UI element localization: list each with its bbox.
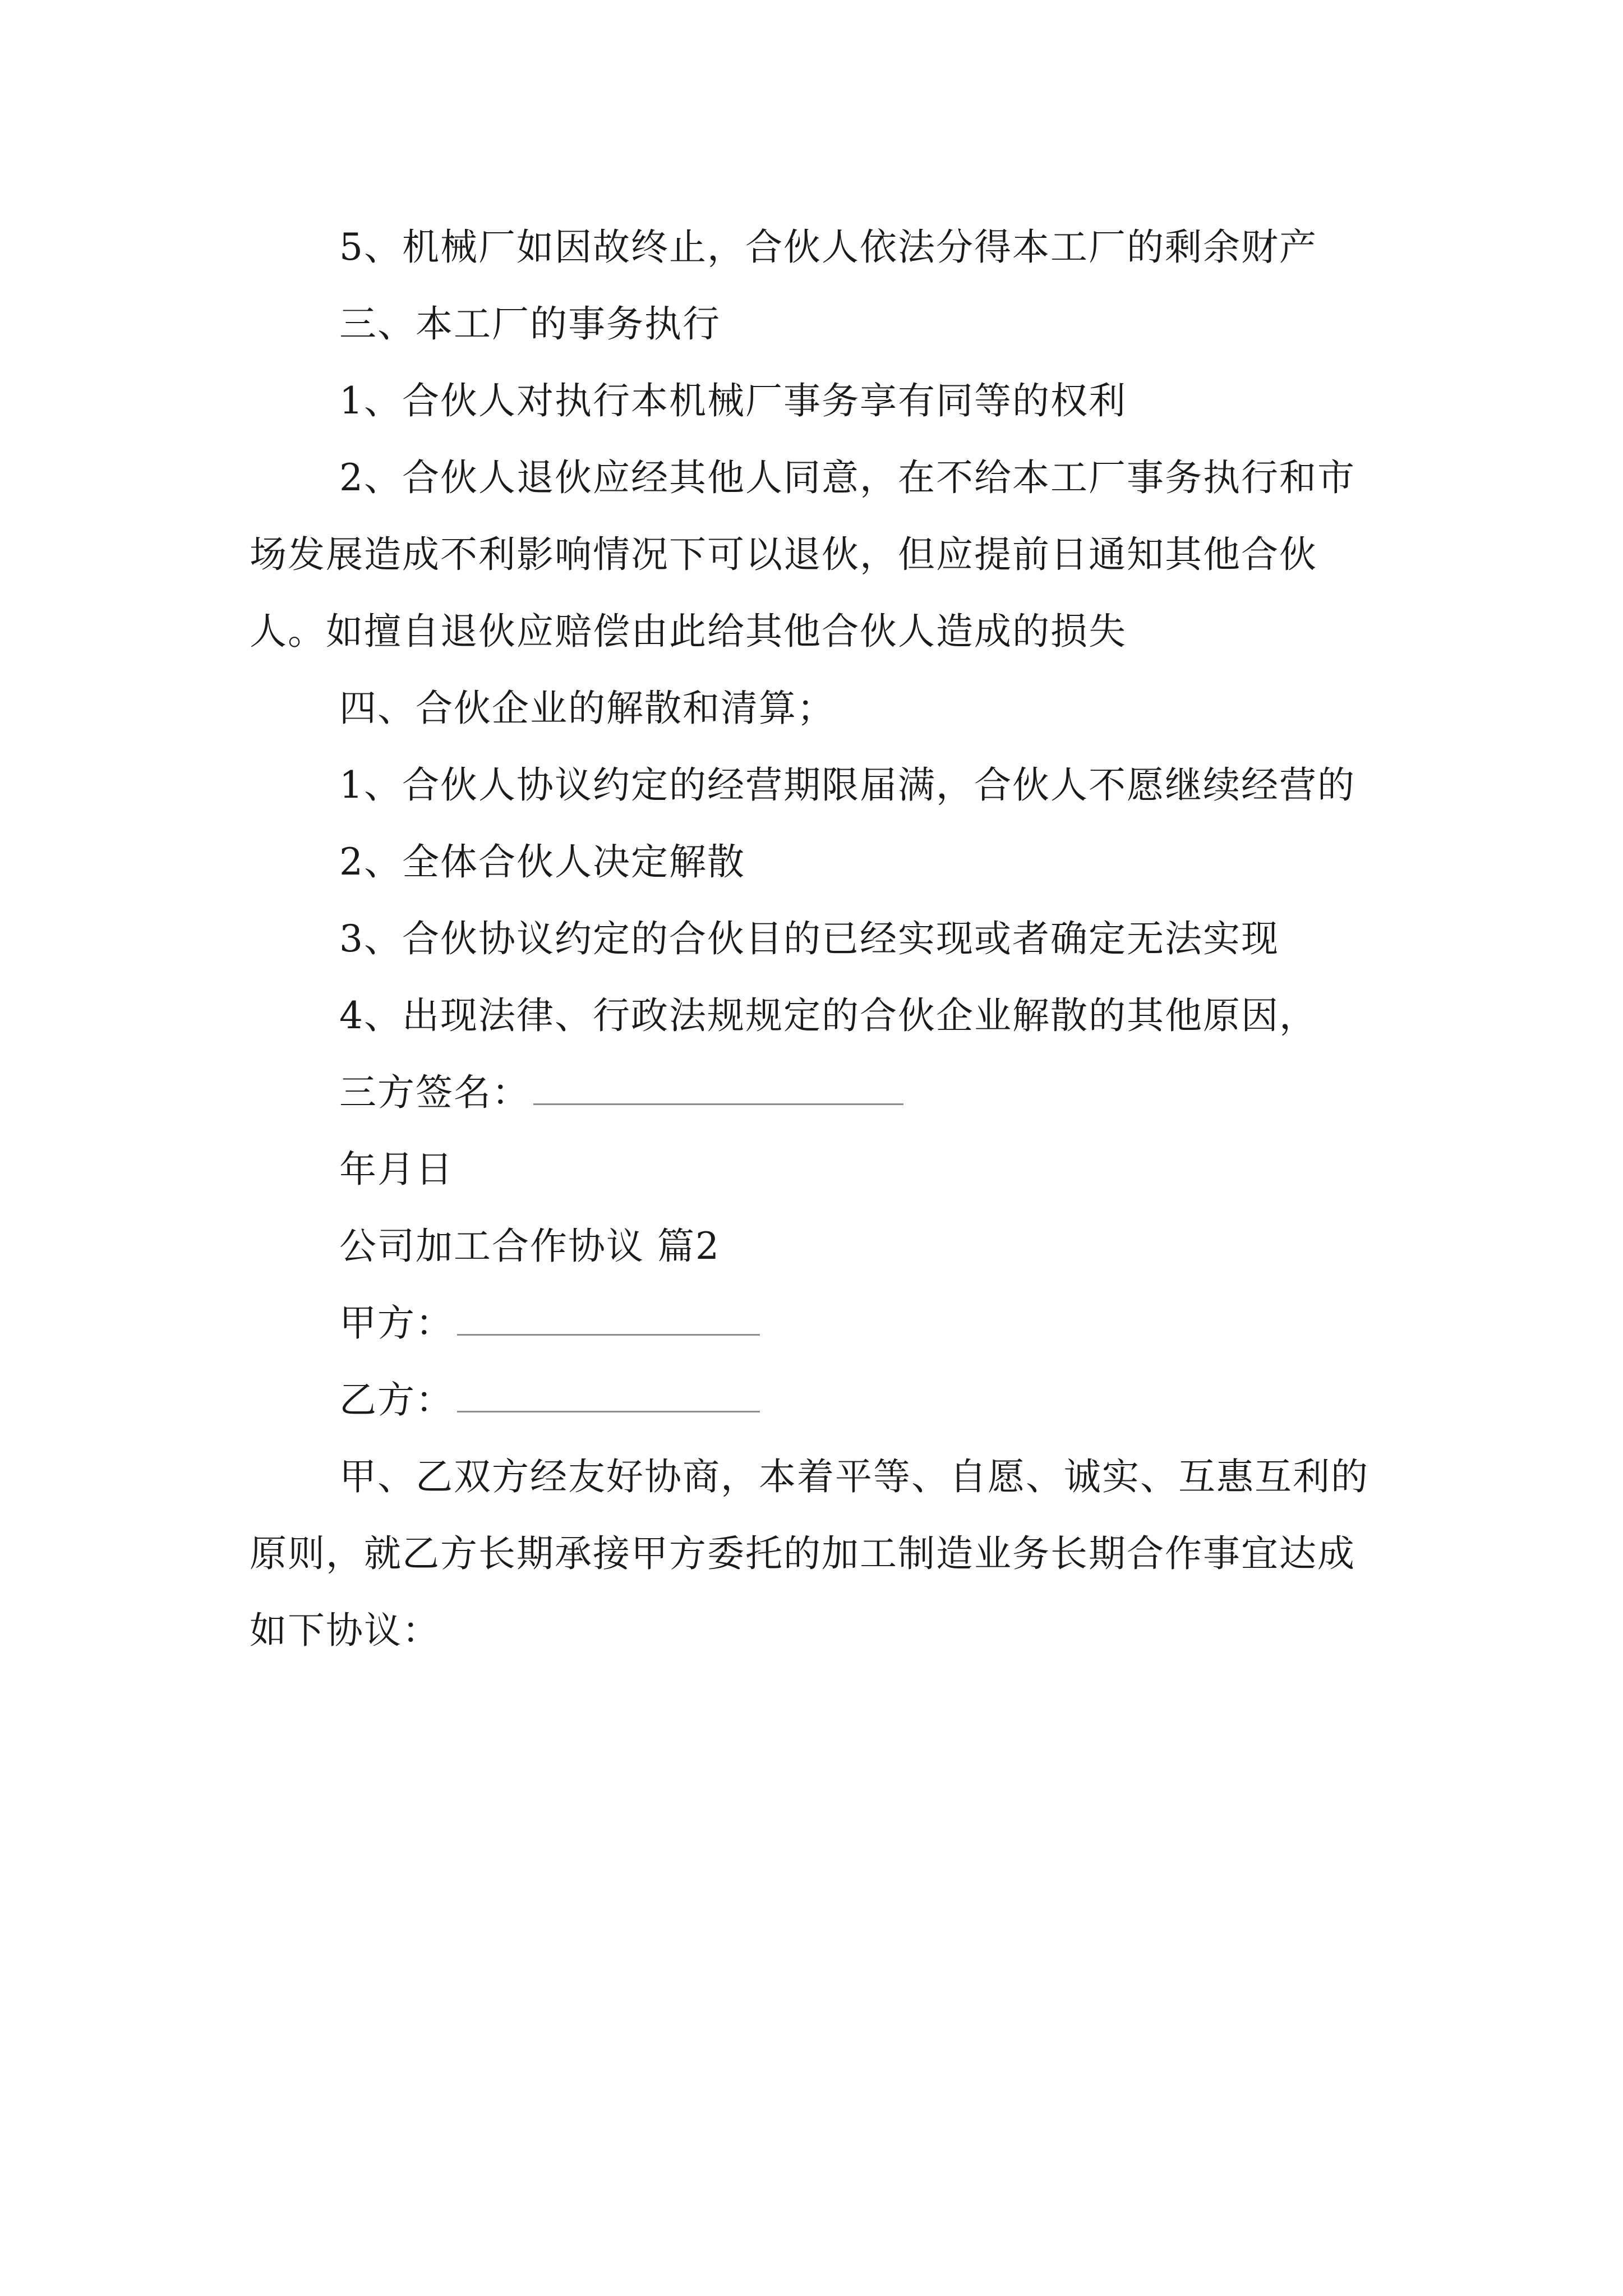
heading-affairs-execution: 三、本工厂的事务执行 (339, 302, 721, 346)
section-title-agreement-2: 公司加工合作协议 篇2 (339, 1225, 720, 1268)
party-a-row (250, 1285, 1377, 1361)
party-b-label: 乙方： (339, 1378, 454, 1421)
paragraph-dissolution-1: 1、合伙人协议约定的经营期限届满，合伙人不愿继续经营的 (339, 763, 1355, 807)
heading-dissolution: 四、合伙企业的解散和清算； (339, 687, 835, 730)
party-a-label: 甲方： (339, 1301, 454, 1345)
paragraph-clause-5: 5、机械厂如因故终止，合伙人依法分得本工厂的剩余财产 (339, 226, 1317, 269)
document-body (250, 209, 1377, 1669)
paragraph-dissolution-2: 2、全体合伙人决定解散 (339, 840, 745, 884)
paragraph-dissolution-3: 3、合伙协议约定的合伙目的已经实现或者确定无法实现 (339, 917, 1279, 960)
paragraph-clause-1-rights: 1、合伙人对执行本机械厂事务享有同等的权利 (339, 379, 1127, 422)
party-b-row (250, 1361, 1377, 1438)
signature-row-three-parties (250, 1054, 1377, 1131)
paragraph-clause-2-withdrawal: 2、合伙人退伙应经其他人同意，在不给本工厂事务执行和市场发展造成不利影响情况下可以退伙，但应提前日通知其他合伙人。如擅自退伙应赔偿由此给其他合伙人造成的损失 (250, 456, 1355, 653)
signature-blank-line (533, 1087, 903, 1105)
party-b-blank-line (457, 1394, 760, 1412)
party-a-blank-line (457, 1317, 760, 1336)
date-line: 年月日 (339, 1148, 454, 1191)
signature-label: 三方签名： (339, 1071, 530, 1114)
paragraph-dissolution-4: 4、出现法律、行政法规规定的合伙企业解散的其他原因， (339, 994, 1317, 1037)
paragraph-agreement-intro: 甲、乙双方经友好协商，本着平等、自愿、诚实、互惠互利的原则，就乙方长期承接甲方委托的加工制造业务长期合作事宜达成如下协议： (250, 1455, 1369, 1652)
